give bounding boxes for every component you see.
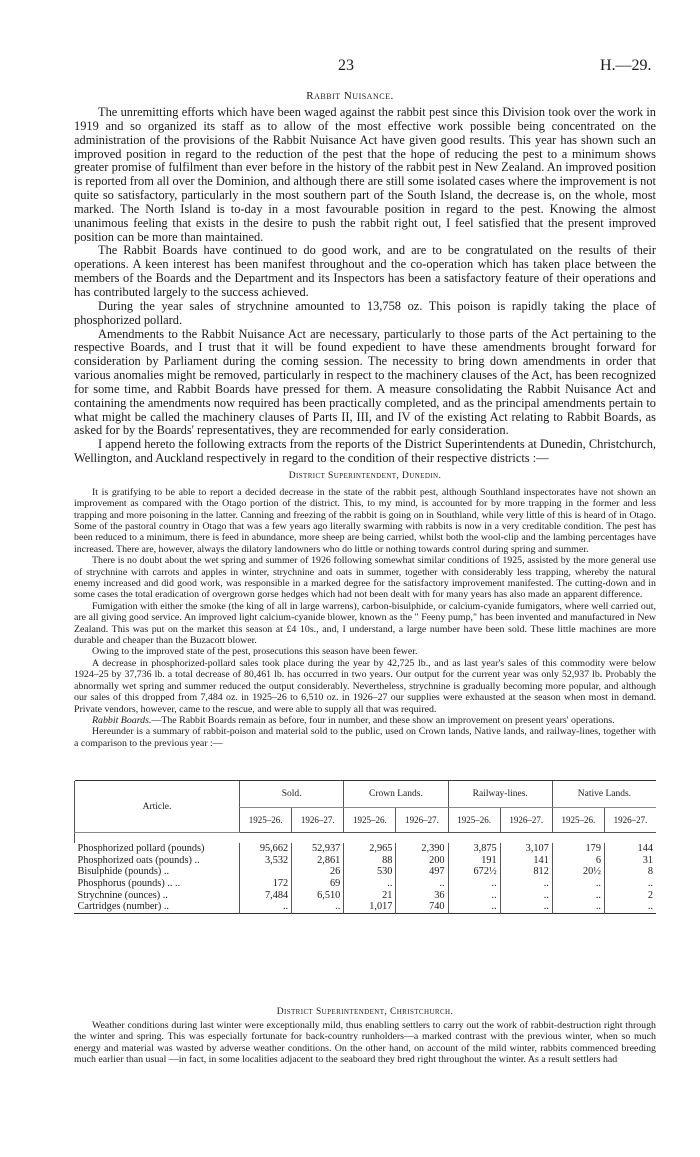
paragraph: Fumigation with either the smoke (the king of all in large warrens), carbon-bisulphide, or calcium-cyanide fumigators, where well carried out, are all giving good service. An improved light calcium-cyanide blower, known as the " Feeny pump," has been invented and manufactured in New Zealand. This was put on the market this season at £4 10s., and, I understand, a large number have been sold. These little machines are more durable and cheaper than the Buzacott blower. (74, 600, 656, 647)
value-cell: 812 (500, 866, 552, 878)
value-cell: .. (448, 901, 500, 913)
article-column-header: Article. (75, 781, 240, 833)
main-body (74, 106, 656, 749)
year-header: 1926–27. (500, 808, 552, 833)
paragraph: Owing to the improved state of the pest, prosecutions this season have been fewer. (92, 646, 418, 658)
value-cell: 672½ (448, 866, 500, 878)
paragraph: The unremitting efforts which have been waged against the rabbit pest since this Division took over the work in 1919 and so organized its staff as to allow of the most effective work possible being concentrated on the administration of the provisions of the Rabbit Nuisance Act have given good results. This year has shown such an improved position in regard to the reduction of the pest that the hope of reducing the pest to a minimum shows greater promise of fulfilment than ever before in the history of the rabbit pest in New Zealand. An improved position is reported from all over the Dominion, and although there are still some isolated cases where the improvement is not quite so satisfactory, particularly in the most southern part of the South Island, the decrease is, on the whole, most marked. The North Island is to-day in a most favourable position in regard to the pest. Knowing the almost unanimous feeling that exists in the desire to push the rabbit right out, I feel satisfied that the present improved position can be more than maintained. (74, 105, 656, 244)
value-cell: 8 (604, 866, 656, 878)
value-cell: 172 (240, 878, 292, 890)
value-cell: 1,017 (344, 901, 396, 913)
value-cell: .. (500, 901, 552, 913)
value-cell: 52,937 (292, 843, 344, 855)
value-cell: .. (240, 901, 292, 913)
value-cell: 6 (552, 855, 604, 867)
article-cell: Phosphorized oats (pounds) .. (77, 854, 200, 866)
paragraph: It is gratifying to be able to report a decided decrease in the state of the rabbit pest, although Southland inspectorates have not shown an improvement as compared with the Otago portion of the district. This, to my mind, is accounted for by more trapping in the former and less trapping and more poisoning in the latter. Canning and freezing of the rabbit is going on in Southland, while very little of this is heard of in Otago. Some of the pastoral country in Otago that was a few years ago literally swarming with rabbits is now in a very creditable condition. The pest has been reduced to a minimum, there is feed in abundance, more sheep are being carried, whilst both the wool-clip and the lambing percentages have increased. There are, however, always the dilatory landowners who do little or nothing towards control during spring and summer. (74, 486, 656, 555)
year-header: 1925–26. (240, 808, 292, 833)
paragraph: A decrease in phosphorized-pollard sales took place during the year by 42,725 lb., and as last year's sales of this commodity were below 1924–25 by 37,736 lb. a total decrease of 80,461 lb. has occurred in two years. Our output for the current year was only 52,937 lb. Probably the abnormally wet spring and summer reduced the output considerably. Nevertheless, strychnine is gradually becoming more popular, and although our sales of this dropped from 7,484 oz. in 1925–26 to 6,510 oz. in 1926–27 our supplies were exhausted at the season when most in demand. Private vendors, however, came to the rescue, and were able to supply all that was required. (74, 657, 656, 715)
value-cell: 36 (396, 889, 448, 901)
group-header-sold: Sold. (240, 781, 344, 808)
year-header: 1925–26. (552, 808, 604, 833)
value-cell: 530 (344, 866, 396, 878)
christchurch-section (74, 1003, 656, 1066)
paragraph: Weather conditions during last winter were exceptionally mild, thus enabling settlers to carry out the work of rabbit-destruction right through the winter and spring. This was especially fortunate for back-country runholders—a marked contrast with the previous winter, when so much energy and material was wasted by adverse weather conditions. On the other hand, on account of the mild winter, rabbits commenced breeding much earlier than usual —in fact, in some localities adjacent to the seaboard they bred right throughout the winter. As a result settlers had (74, 1020, 656, 1066)
value-cell: 20½ (552, 866, 604, 878)
value-cell: .. (500, 889, 552, 901)
group-header-native-lands: Native Lands. (552, 781, 656, 808)
paragraph: I append hereto the following extracts from the reports of the District Superintendents at Dunedin, Christchurch, Wellington, and Auckland respectively in regard to the condition of their respective districts :— (74, 437, 656, 466)
value-cell: 7,484 (240, 889, 292, 901)
value-cell: 2,965 (344, 843, 396, 855)
section-title: Rabbit Nuisance. (306, 90, 394, 102)
article-cell: Phosphorus (pounds) .. .. (77, 878, 181, 890)
value-cell: 31 (604, 855, 656, 867)
paragraph: There is no doubt about the wet spring and summer of 1926 following somewhat similar conditions of 1925, assisted by the more general use of strychnine with carrots and apples in winter, strychnine and oats in summer, together with considerably less trapping, whereby the natural enemy increased and did good work, was responsible in a marked degree for the satisfactory improvement manifested. The cutting-down and in some cases the total eradication of overgrown gorse hedges which had not been dealt with for many years has also made an apparent difference. (74, 555, 656, 601)
rabbit-boards-text: —The Rabbit Boards remain as before, four in number, and these show an improvement on present years' operations. (151, 714, 615, 726)
year-header: 1926–27. (396, 808, 448, 833)
table-row (75, 878, 657, 890)
article-cell: Phosphorized pollard (pounds) (77, 843, 205, 855)
value-cell: 200 (396, 855, 448, 867)
year-header: 1925–26. (448, 808, 500, 833)
value-cell: 3,107 (500, 843, 552, 855)
value-cell: 740 (396, 901, 448, 913)
article-cell: Cartridges (number) .. (77, 901, 170, 913)
value-cell: .. (604, 878, 656, 890)
rabbit-boards-paragraph (74, 715, 656, 726)
paragraph: The Rabbit Boards have continued to do good work, and are to be congratulated on the results of their operations. A keen interest has been manifest throughout and the co-operation which has taken place between the members of the Boards and the Department and its Inspectors has been a satisfactory feature of their operations and has contributed largely to the success achieved. (74, 243, 656, 299)
value-cell: 21 (344, 889, 396, 901)
christchurch-heading: District Superintendent, Christchurch. (276, 1007, 454, 1017)
group-header-railway-lines: Railway-lines. (448, 781, 552, 808)
value-cell: 95,662 (240, 843, 292, 855)
christchurch-report (74, 1020, 656, 1066)
value-cell: 179 (552, 843, 604, 855)
value-cell: .. (500, 878, 552, 890)
value-cell: .. (448, 889, 500, 901)
value-cell: 3,532 (240, 855, 292, 867)
value-cell: 141 (500, 855, 552, 867)
paragraph: During the year sales of strychnine amounted to 13,758 oz. This poison is rapidly taking the place of phosphorized pollard. (74, 298, 656, 327)
value-cell: .. (604, 901, 656, 913)
table-row (75, 901, 657, 913)
dunedin-report (74, 487, 656, 749)
year-header: 1925–26. (344, 808, 396, 833)
paragraph: Amendments to the Rabbit Nuisance Act are necessary, particularly to those parts of the Act pertaining to the respective Boards, and I trust that it will be found expedient to have these amendments brought forward for consideration by Parliament during the coming session. The necessity to bring down amendments in order that various anomalies might be removed, particularly in respect to the machinery clauses of the Act, has been recognized for some time, and Rabbit Boards have pressed for them. A measure consolidating the Rabbit Nuisance Act and containing the amendments now required has been practically completed, and as the principal amendments pertain to what might be called the machinery clauses of Parts II, III, and IV of the existing Act relating to Rabbit Boards, as asked for by the Boards' representatives, they are recommended for early consideration. (74, 326, 656, 438)
dunedin-heading: District Superintendent, Dunedin. (288, 470, 442, 481)
value-cell: 191 (448, 855, 500, 867)
page-header (0, 57, 700, 79)
page-number: 23 (338, 57, 354, 74)
value-cell: 2,861 (292, 855, 344, 867)
value-cell: 6,510 (292, 889, 344, 901)
article-cell: Bisulphide (pounds) .. (77, 866, 170, 878)
article-cell: Strychnine (ounces) .. (77, 889, 168, 901)
year-header: 1926–27. (604, 808, 656, 833)
poison-sales-table (74, 780, 656, 914)
rabbit-boards-label: Rabbit Boards. (92, 714, 152, 726)
table-row (75, 889, 657, 901)
value-cell: 69 (292, 878, 344, 890)
value-cell: .. (552, 878, 604, 890)
value-cell: .. (448, 878, 500, 890)
value-cell: 2 (604, 889, 656, 901)
group-header-crown-lands: Crown Lands. (344, 781, 448, 808)
value-cell (240, 866, 292, 878)
report-reference: H.—29. (600, 57, 652, 74)
value-cell: 2,390 (396, 843, 448, 855)
year-header: 1926–27. (292, 808, 344, 833)
value-cell: .. (292, 901, 344, 913)
value-cell: .. (552, 901, 604, 913)
value-cell: 497 (396, 866, 448, 878)
value-cell: .. (552, 889, 604, 901)
table-row (75, 843, 657, 855)
value-cell: .. (396, 878, 448, 890)
table-row (75, 855, 657, 867)
value-cell: 3,875 (448, 843, 500, 855)
value-cell: 88 (344, 855, 396, 867)
value-cell: 144 (604, 843, 656, 855)
table-row (75, 866, 657, 878)
value-cell: 26 (292, 866, 344, 878)
value-cell: .. (344, 878, 396, 890)
table-intro: Hereunder is a summary of rabbit-poison and material sold to the public, used on Crown lands, Native lands, and railway-lines, together with a comparison to the previous year :— (74, 726, 656, 749)
